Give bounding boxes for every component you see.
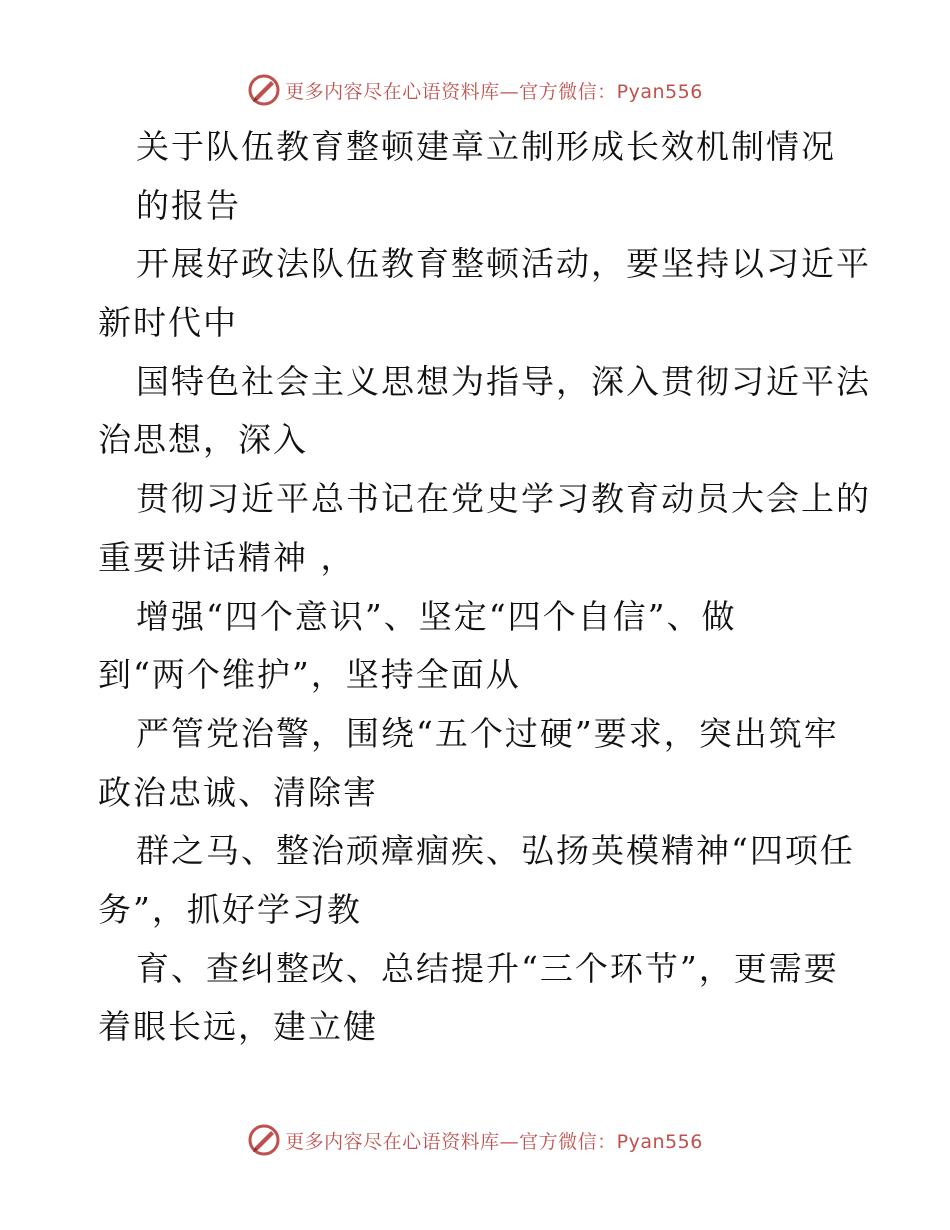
red-pen-seal-icon: [247, 1123, 281, 1157]
header-main-text: 更多内容尽在心语资料库: [285, 80, 500, 103]
header-separator: —: [499, 80, 520, 103]
header-wechat-text: 官方微信：Pyan556: [519, 80, 703, 103]
text-line: 增强“四个意识”、坚定“四个自信”、做: [136, 596, 737, 636]
text-line: 育、查纠整改、总结提升“三个环节”，更需要: [136, 948, 839, 988]
footer-wechat-text: 官方微信：Pyan556: [519, 1130, 703, 1153]
footer-banner: [0, 1118, 950, 1162]
text-line: 新时代中: [98, 303, 238, 343]
header-banner: [0, 68, 950, 112]
text-line: 贯彻习近平总书记在党史学习教育动员大会上的: [136, 479, 871, 519]
text-line: 国特色社会主义思想为指导，深入贯彻习近平法: [136, 361, 871, 401]
header-text: [285, 77, 703, 104]
footer-main-text: 更多内容尽在心语资料库: [285, 1130, 500, 1153]
footer-text: [285, 1127, 703, 1154]
text-line: 着眼长远，建立健: [98, 1007, 378, 1047]
red-pen-seal-icon: [247, 73, 281, 107]
footer-separator: —: [499, 1130, 520, 1153]
text-line: 开展好政法队伍教育整顿活动，要坚持以习近平: [136, 244, 871, 284]
text-line: 群之马、整治顽瘴痼疾、弘扬英模精神“四项任: [136, 831, 855, 871]
text-line: 到“两个维护”，坚持全面从: [98, 655, 521, 695]
text-line: 的报告: [136, 185, 241, 225]
text-line: 务”，抓好学习教: [98, 889, 362, 929]
text-line: 严管党治警，围绕“五个过硬”要求，突出筑牢: [136, 713, 839, 753]
text-line: 政治忠诚、清除害: [98, 772, 378, 812]
text-line: 重要讲话精神 ，: [98, 537, 356, 577]
text-line: 关于队伍教育整顿建章立制形成长效机制情况: [136, 127, 836, 166]
document-body: [98, 118, 871, 1057]
text-line: 治思想，深入: [98, 420, 308, 460]
